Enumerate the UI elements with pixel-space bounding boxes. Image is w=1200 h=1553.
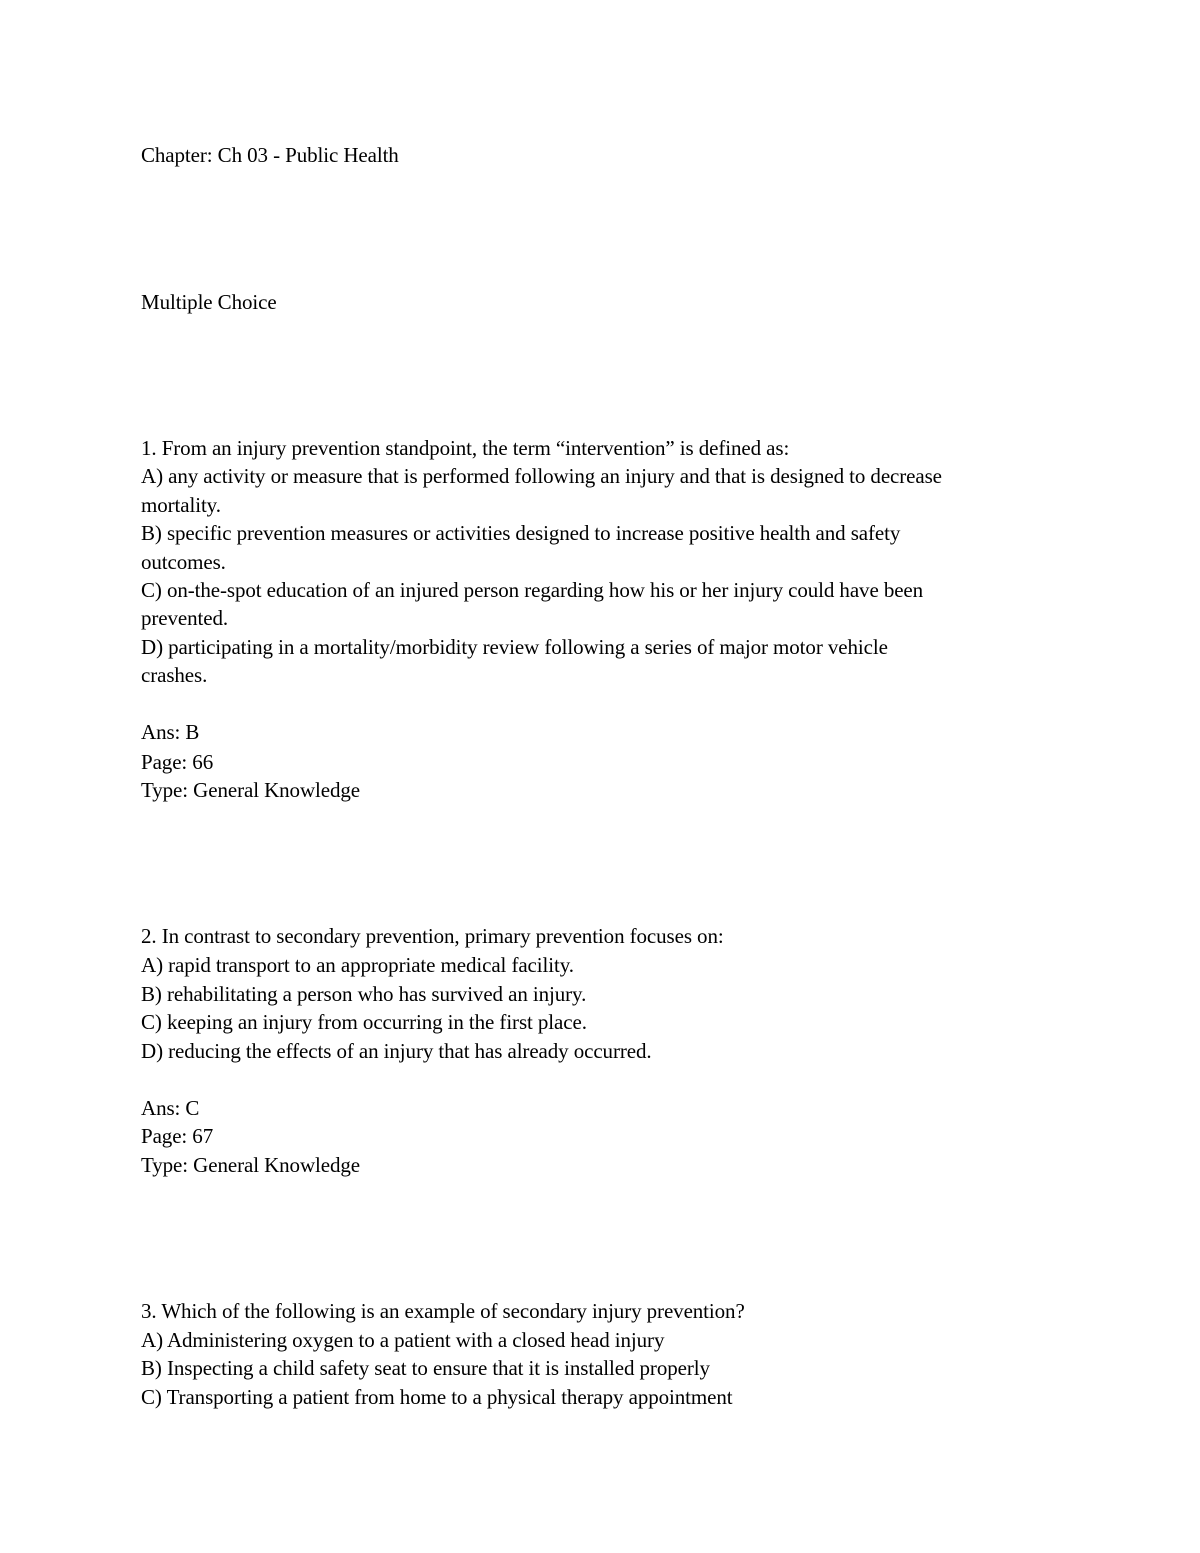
question-1-option-c-continued: prevented. (141, 606, 229, 630)
question-2-type: Type: General Knowledge (141, 1153, 360, 1177)
section-heading: Multiple Choice (141, 290, 277, 314)
question-1-stem: 1. From an injury prevention standpoint, the term “intervention” is defined as: (141, 436, 790, 460)
chapter-title: Chapter: Ch 03 - Public Health (141, 143, 399, 167)
question-2-page: Page: 67 (141, 1124, 214, 1148)
question-3-stem: 3. Which of the following is an example of secondary injury prevention? (141, 1299, 745, 1323)
question-1-option-a: A) any activity or measure that is performed following an injury and that is designed to decrease (141, 464, 942, 488)
question-2-option-b: B) rehabilitating a person who has survived an injury. (141, 982, 587, 1006)
question-1-option-d-continued: crashes. (141, 663, 208, 687)
question-1-option-d: D) participating in a mortality/morbidity review following a series of major motor vehicle (141, 635, 888, 659)
question-3-option-c: C) Transporting a patient from home to a physical therapy appointment (141, 1385, 733, 1409)
question-1-page: Page: 66 (141, 750, 214, 774)
question-1-answer: Ans: B (141, 720, 200, 744)
question-1-option-b-continued: outcomes. (141, 550, 226, 574)
question-2-answer: Ans: C (141, 1096, 200, 1120)
question-3-option-a: A) Administering oxygen to a patient with a closed head injury (141, 1328, 665, 1352)
question-1-type: Type: General Knowledge (141, 778, 360, 802)
question-2-option-a: A) rapid transport to an appropriate medical facility. (141, 953, 574, 977)
question-1-option-a-continued: mortality. (141, 493, 221, 517)
question-2-option-d: D) reducing the effects of an injury that has already occurred. (141, 1039, 652, 1063)
question-1-option-b: B) specific prevention measures or activities designed to increase positive health and safety (141, 521, 901, 545)
question-2-option-c: C) keeping an injury from occurring in the first place. (141, 1010, 587, 1034)
question-1-option-c: C) on-the-spot education of an injured person regarding how his or her injury could have been (141, 578, 924, 602)
question-2-stem: 2. In contrast to secondary prevention, primary prevention focuses on: (141, 924, 724, 948)
question-3-option-b: B) Inspecting a child safety seat to ensure that it is installed properly (141, 1356, 710, 1380)
